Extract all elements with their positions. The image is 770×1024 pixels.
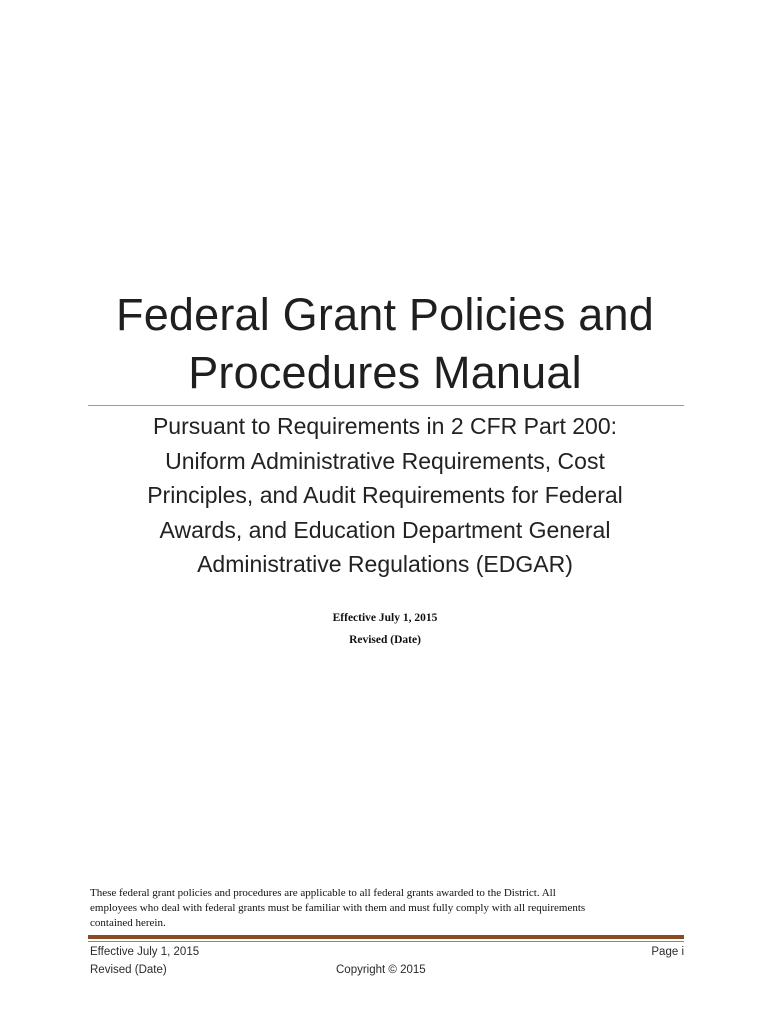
notice-line-2: employees who deal with federal grants must be familiar with them and must fully comply with all requirements bbox=[90, 902, 586, 914]
title-divider bbox=[88, 405, 684, 406]
footer-divider bbox=[88, 935, 684, 939]
notice-line-1: These federal grant policies and procedures are applicable to all federal grants awarded to the District. All bbox=[90, 887, 556, 899]
notice-line-3: contained herein. bbox=[90, 917, 166, 929]
subtitle-line-3: Principles, and Audit Requirements for Federal bbox=[147, 482, 623, 508]
title-line-2: Procedures Manual bbox=[188, 347, 582, 398]
title-line-1: Federal Grant Policies and bbox=[116, 289, 654, 340]
footer-effective: Effective July 1, 2015 bbox=[90, 946, 200, 958]
footer-dates bbox=[90, 943, 199, 979]
applicability-notice bbox=[90, 886, 690, 931]
footer-page-number: Page i bbox=[651, 946, 684, 958]
document-title bbox=[60, 286, 710, 402]
subtitle-line-4: Awards, and Education Department General bbox=[159, 516, 611, 543]
subtitle-line-1: Pursuant to Requirements in 2 CFR Part 200: bbox=[152, 413, 618, 439]
footer-divider-thin bbox=[88, 941, 684, 942]
revised-date: Revised (Date) bbox=[349, 634, 421, 646]
footer-copyright: Copyright © 2015 bbox=[336, 964, 426, 976]
document-subtitle bbox=[95, 409, 675, 582]
effective-date: Effective July 1, 2015 bbox=[332, 612, 438, 624]
document-dates bbox=[0, 607, 770, 651]
subtitle-line-5: Administrative Regulations (EDGAR) bbox=[197, 551, 573, 577]
subtitle-line-2: Uniform Administrative Requirements, Cost bbox=[165, 447, 605, 474]
footer-revised: Revised (Date) bbox=[90, 964, 167, 976]
